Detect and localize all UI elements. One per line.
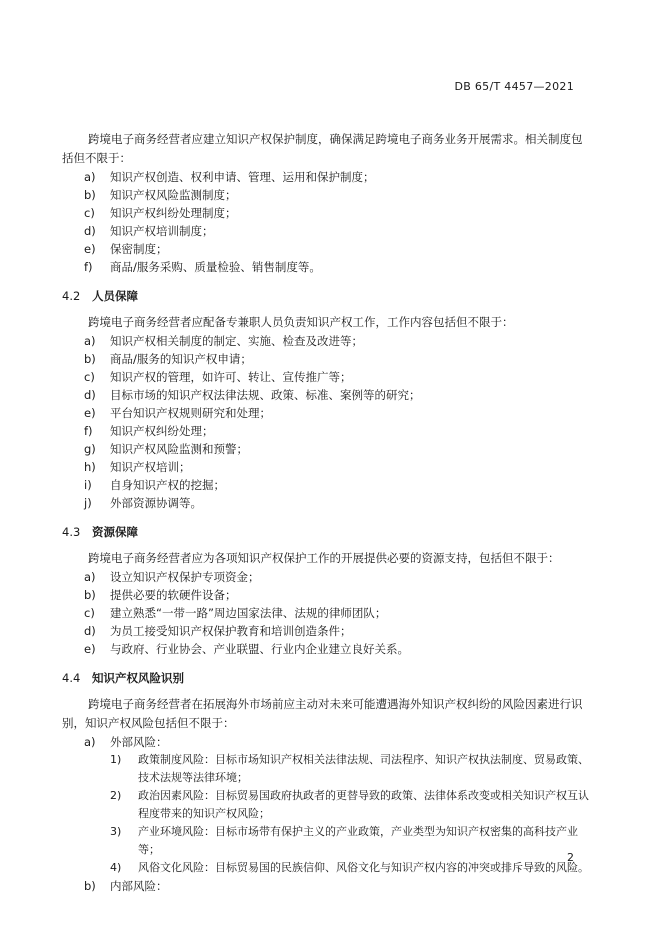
list-item: d) 目标市场的知识产权法律法规、政策、标准、案例等的研究； (84, 388, 421, 402)
page-number: 2 (567, 851, 574, 864)
section-heading-4-2: 4.2 人员保障 (62, 289, 138, 303)
document-body (62, 130, 592, 895)
section-4-4-paragraph: 跨境电子商务经营者在拓展海外市场前应主动对未来可能遭遇海外知识产权纠纷的风险因素进行识别，知识产权风险包括但不限于： (62, 697, 583, 730)
list-item: a) 外部风险： (84, 735, 168, 749)
sub-list-item: 3) 产业环境风险：目标市场带有保护主义的产业政策，产业类型为知识产权密集的高科技产业等； (110, 825, 578, 856)
list-item: e) 与政府、行业协会、产业联盟、行业内企业建立良好关系。 (84, 642, 409, 656)
list-item: b) 内部风险： (84, 879, 168, 893)
list-item: e) 保密制度； (84, 242, 168, 256)
list-item: c) 知识产权纠纷处理制度； (84, 206, 237, 220)
list-item: b) 提供必要的软硬件设备； (84, 588, 237, 602)
list-item: b) 商品/服务的知识产权申请； (84, 352, 252, 366)
sub-list-item: 1) 政策制度风险：目标市场知识产权相关法律法规、司法程序、知识产权执法制度、贸易政策、技术法规等法律环境； (110, 753, 589, 784)
list-item: f) 知识产权纠纷处理； (84, 424, 214, 438)
list-item: e) 平台知识产权规则研究和处理； (84, 406, 271, 420)
section-4-4-list-b (62, 877, 592, 895)
list-item: g) 知识产权风险监测和预警； (84, 442, 248, 456)
external-risk-sublist (62, 751, 592, 877)
intro-paragraph: 跨境电子商务经营者应建立知识产权保护制度，确保满足跨境电子商务业务开展需求。相关制度包括但不限于： (62, 132, 583, 165)
list-item: a) 设立知识产权保护专项资金； (84, 570, 260, 584)
list-item: c) 知识产权的管理，如许可、转让、宣传推广等； (84, 370, 352, 384)
section-heading-4-4: 4.4 知识产权风险识别 (62, 671, 184, 685)
list-item: c) 建立熟悉“一带一路”周边国家法律、法规的律师团队； (84, 606, 387, 620)
section-heading-4-3: 4.3 资源保障 (62, 525, 138, 539)
sub-list-item: 4) 风俗文化风险：目标贸易国的民族信仰、风俗文化与知识产权内容的冲突或排斥导致的风险。 (110, 861, 589, 874)
standard-code: DB 65/T 4457—2021 (454, 80, 574, 93)
list-item: i) 自身知识产权的挖掘； (84, 478, 225, 492)
list-item: h) 知识产权培训； (84, 460, 191, 474)
list-item: a) 知识产权相关制度的制定、实施、检查及改进等； (84, 334, 363, 348)
list-item: j) 外部资源协调等。 (84, 496, 202, 510)
section-4-2-paragraph: 跨境电子商务经营者应配备专兼职人员负责知识产权工作，工作内容包括但不限于： (88, 315, 514, 329)
list-item: f) 商品/服务采购、质量检验、销售制度等。 (84, 260, 321, 274)
section-4-3-paragraph: 跨境电子商务经营者应为各项知识产权保护工作的开展提供必要的资源支持，包括但不限于： (88, 551, 560, 565)
intro-list (62, 168, 592, 276)
list-item: d) 为员工接受知识产权保护教育和培训创造条件； (84, 624, 352, 638)
section-4-4-list (62, 733, 592, 751)
sub-list-item: 2) 政治因素风险：目标贸易国政府执政者的更替导致的政策、法律体系改变或相关知识产权互认程度带来的知识产权风险； (110, 789, 589, 820)
list-item: a) 知识产权创造、权利申请、管理、运用和保护制度； (84, 170, 375, 184)
list-item: b) 知识产权风险监测制度； (84, 188, 237, 202)
section-4-3-list (62, 568, 592, 658)
list-item: d) 知识产权培训制度； (84, 224, 214, 238)
section-4-2-list (62, 332, 592, 512)
